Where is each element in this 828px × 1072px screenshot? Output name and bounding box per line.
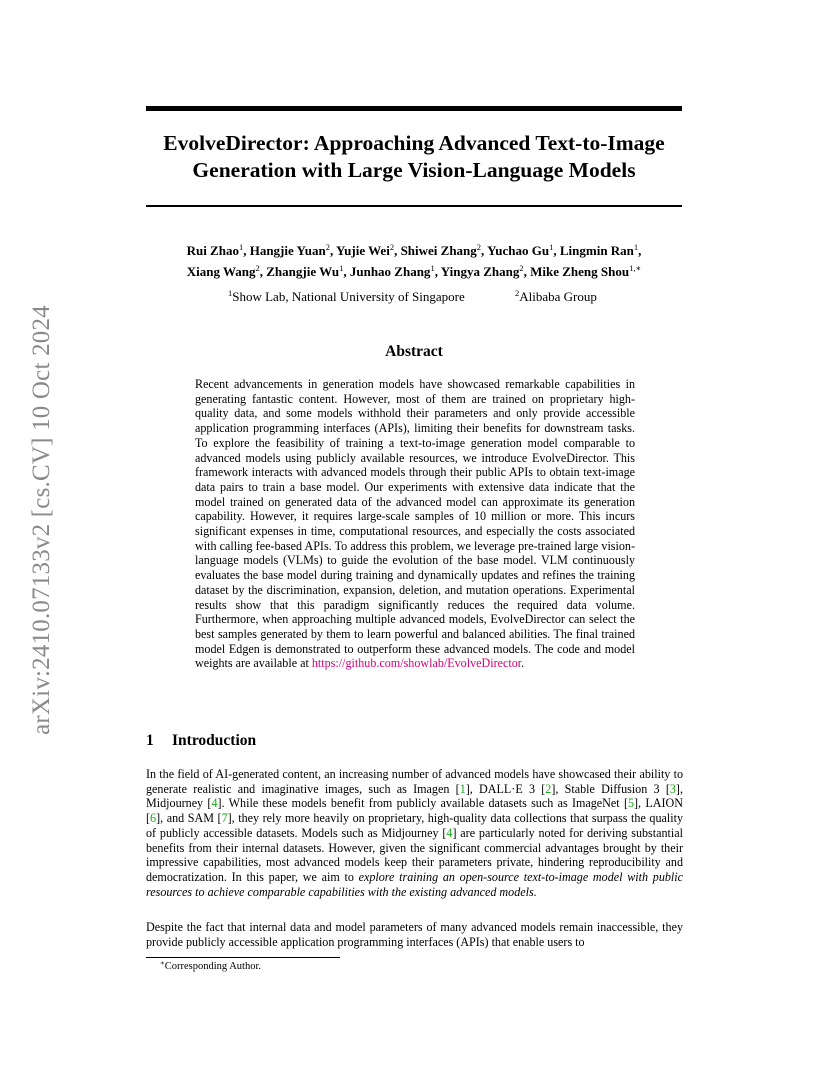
author-name: Xiang Wang [186,264,256,279]
paragraph-text: ], DALL·E 3 [ [465,781,546,796]
abstract-heading: Abstract [385,343,443,360]
title-line-1: EvolveDirector: Approaching Advanced Text-to-Image [163,131,665,155]
footnote-text: Corresponding Author. [164,961,262,972]
code-link[interactable]: https://github.com/showlab/EvolveDirector [311,656,522,671]
author-affiliation-marker: 1 [339,263,344,273]
citation-link[interactable]: 3 [669,781,676,796]
author-name: Junhao Zhang [349,264,431,279]
author-name: Yingya Zhang [440,264,520,279]
paragraph-text: ], LAION [ [146,796,684,826]
citation-link[interactable]: 5 [627,796,635,811]
section-title: Introduction [172,732,257,749]
author-name: Yujie Wei [335,243,390,258]
paragraph-text: ] are particularly noted for deriving substantial benefits from their internal datasets. However, given the significant commercial advantages brought by their impressive capabilities, most advanced models keep their parameters private, hindering reproducibility and democratization. In this paper, we aim to [146,825,683,884]
author-line-1: Rui Zhao$^1$, Hangjie Yuan$^2$, Yujie Wei$^2$, Shiwei Zhang$^2$, Yuchao Gu$^1$, Lingmin Ran$^1$, [186,242,642,258]
paper-title [120,130,708,184]
author-list [120,241,708,283]
author-affiliation-marker: 1 [633,242,639,252]
citation-link[interactable]: 4 [446,825,453,840]
intro-paragraph-1 [146,767,683,899]
title-line-2: Generation with Large Vision-Language Models [192,158,636,182]
author-affiliation-marker: 1 [549,242,554,252]
author-affiliation-marker: 2 [255,263,260,273]
footnote-marker: ∗ [160,959,165,967]
affiliation-marker: 1 [228,288,233,298]
citation-link[interactable]: 1 [459,781,466,796]
arxiv-identifier: arXiv:2410.07133v2 [cs.CV] 10 Oct 2024 [28,305,55,735]
emphasis-text: explore training an open-source text-to-image model with public resources to achieve comparable capabilities with the existing advanced models. [146,869,683,899]
affiliation-2 [515,289,597,305]
paragraph-text: ], Stable Diffusion 3 [ [551,781,670,796]
author-name: Zhangjie Wu [266,264,340,279]
title-bottom-rule [146,205,682,207]
paragraph-text: ], they rely more heavily on proprietary, high-quality data collections that surpass the quality of publicly accessible datasets. Models such as Midjourney [ [146,811,683,840]
paragraph-text: In the field of AI-generated content, an increasing number of advanced models have showcased their ability to generate realistic and imaginative images, such as Imagen [ [146,767,683,796]
author-name: Hangjie Yuan [249,243,326,258]
footnote-rule [146,957,340,958]
author-line-2: Xiang Wang$^2$, Zhangjie Wu$^1$, Junhao Zhang$^1$, Yingya Zhang$^2$, Mike Zheng Shou$^{1,∗}$ [186,263,642,279]
author-affiliation-marker: 1 [430,263,435,273]
citation-link[interactable]: 7 [221,811,228,826]
section-heading [146,732,256,750]
author-name: Yuchao Gu [487,243,550,258]
abstract-end: . [521,656,525,671]
author-affiliation-marker: 1 [238,242,244,252]
author-affiliation-marker: 2 [476,242,482,252]
paragraph-text: ], and SAM [ [156,811,222,826]
abstract-text: Recent advancements in generation models have showcased remarkable capabilities in generating fantastic content. However, most of them are trained on proprietary high-quality data, and some models withhold their parameters and only provide accessible application programming interfaces (APIs), limiting their benefits for downstream tasks. To explore the feasibility of training a text-to-image generation model comparable to advanced models using publicly available resources, we introduce EvolveDirector. This framework interacts with advanced models through their public APIs to obtain text-image data pairs to train a base model. Our experiments with extensive data indicate that the model trained on generated data of the advanced model can approximate its generation capability. However, it requires large-scale samples of 10 million or more. This incurs significant expenses in time, computational resources, and especially the costs associated with calling fee-based APIs. To address this problem, we leverage pre-trained large vision-language models (VLMs) to guide the evolution of the base model. VLM continuously evaluates the base model during training and dynamically updates and refines the training dataset by the discrimination, expansion, deletion, and mutation operations. Experimental results show that this paradigm significantly reduces the required data volume. Furthermore, when approaching multiple advanced models, EvolveDirector can select the best samples generated by them to learn powerful and balanced abilities. The final trained model Edgen is demonstrated to outperform these advanced models. The code and model weights are available at [195,377,635,671]
author-affiliation-marker: 1,∗ [629,263,642,273]
title-top-rule [146,106,682,111]
author-name: Lingmin Ran [559,243,634,258]
author-affiliation-marker: 2 [389,242,395,252]
affiliation-1 [228,289,465,305]
author-affiliation-marker: 2 [325,242,330,252]
affiliation-name: Alibaba Group [519,289,597,304]
affiliation-name: Show Lab, National University of Singapore [232,289,465,304]
abstract-body [195,377,635,671]
author-name: Mike Zheng Shou [530,264,630,279]
author-name: Shiwei Zhang [400,243,477,258]
section-number: 1 [146,732,154,749]
paragraph-text: ], Midjourney [ [146,781,683,811]
author-name: Rui Zhao [186,243,239,258]
paragraph-text: ]. While these models benefit from publicly available datasets such as ImageNet [ [217,796,628,811]
author-affiliation-marker: 2 [519,263,524,273]
citation-link[interactable]: 2 [545,781,552,796]
intro-paragraph-2: Despite the fact that internal data and model parameters of many advanced models remain inaccessible, they provide publicly accessible application programming interfaces (APIs) that enable users to [146,920,683,949]
citation-link[interactable]: 6 [150,811,157,826]
affiliation-marker: 2 [515,288,520,298]
citation-link[interactable]: 4 [211,796,218,811]
footnote [160,961,261,972]
